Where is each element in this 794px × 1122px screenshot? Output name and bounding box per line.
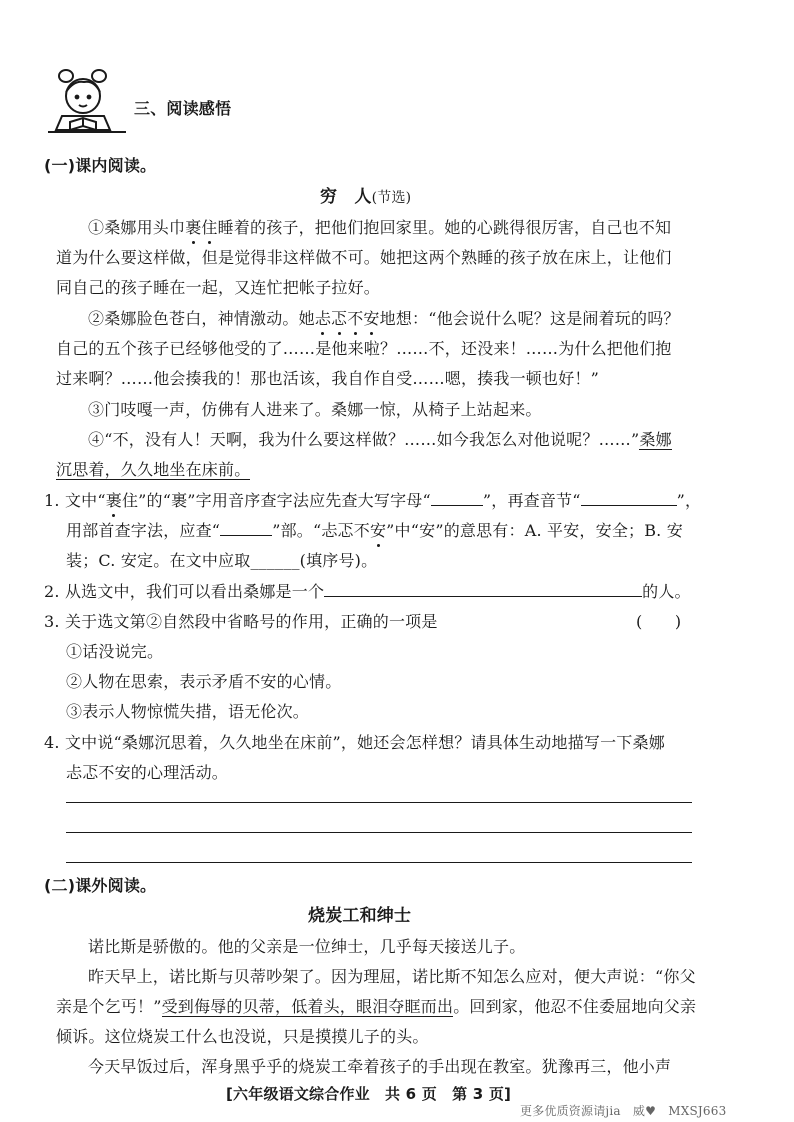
p2a-line5: 今天早饭过后，浑身黑乎乎的烧炭工牵着孩子的手出现在教室。犹豫再三，他小声: [88, 1057, 672, 1076]
q4-line1: 4. 文中说“桑娜沉思着，久久地坐在床前”，她还会怎样想？请具体生动地描写一下桑娜: [44, 733, 665, 752]
article-title: [320, 186, 411, 209]
q1-letter-blank[interactable]: [431, 492, 483, 506]
section-title: 三、阅读感悟: [134, 99, 232, 118]
q3-stem: 3. 关于选文第②自然段中省略号的作用，正确的一项是: [44, 612, 438, 631]
q1-radical-blank[interactable]: [220, 522, 272, 536]
q3-paren[interactable]: ( ): [636, 612, 682, 631]
p2-line2: 自己的五个孩子已经够他受的了……是他来啦？……不，还没来！……为什么把他们抱: [56, 339, 672, 358]
p2a-line1: 诺比斯是骄傲的。他的父亲是一位绅士，几乎每天接送儿子。: [88, 937, 526, 956]
p2-line3: 过来啊？……他会揍我的！那也活该，我自作自受……嗯，揍我一顿也好！”: [56, 369, 599, 388]
p1-line3: 同自己的孩子睡在一起，又连忙把帐子拉好。: [56, 278, 381, 297]
q1-syllable-blank[interactable]: [581, 492, 677, 506]
p2-line1: ②桑娜脸色苍白，神情激动。她忐忑不安地想：“他会说什么呢？这是闹着玩的吗？: [88, 309, 680, 328]
p1-line1: ①桑娜用头巾裹住睡着的孩子，把他们抱回家里。她的心跳得很厉害，自己也不知: [88, 218, 672, 237]
q2-line: 2. 从选文中，我们可以看出桑娜是一个 的人。: [44, 582, 691, 601]
answer-line-3[interactable]: [66, 862, 692, 863]
q4-line2: 忐忑不安的心理活动。: [66, 763, 229, 782]
q1-line1: 1. 文中“裹住”的“裹”字用音序查字法应先查大写字母“ ”，再查音节“ ”，: [44, 491, 702, 510]
part2-article-title: 烧炭工和绅士: [308, 906, 412, 926]
p2a-line3: 亲是个乞丐！”受到侮辱的贝蒂，低着头，眼泪夺眶而出。回到家，他忍不住委屈地向父亲: [56, 997, 697, 1016]
p2a-line4: 倾诉。这位烧炭工什么也没说，只是摸摸儿子的头。: [56, 1027, 429, 1046]
page-footer: [六年级语文综合作业 共 6 页 第 3 页]: [226, 1085, 512, 1103]
girl-reading-icon: [44, 64, 130, 140]
p4-line1: ④“不，没有人！天啊，我为什么要这样做？……如今我怎么对他说呢？……”桑娜: [88, 430, 672, 449]
p4-line2: 沉思着，久久地坐在床前。: [56, 460, 251, 479]
part2-heading: (二)课外阅读。: [44, 876, 157, 895]
p1-line2: 道为什么要这样做，但是觉得非这样做不可。她把这两个熟睡的孩子放在床上，让他们: [56, 248, 672, 267]
part1-heading: (一)课内阅读。: [44, 156, 157, 175]
q2-answer-blank[interactable]: [324, 583, 642, 597]
watermark: 更多优质资源请jia 威♥ MXSJ663: [520, 1104, 727, 1118]
q3-option-3: ③表示人物惊慌失措，语无伦次。: [66, 702, 310, 721]
q3-option-1: ①话没说完。: [66, 642, 164, 661]
article-title-suffix: (节选): [371, 190, 412, 206]
article-title-main: 穷 人: [320, 187, 372, 207]
p2a-line2: 昨天早上，诺比斯与贝蒂吵架了。因为理屈，诺比斯不知怎么应对，便大声说：“你父: [88, 967, 696, 986]
q1-line2: 用部首查字法，应查“ ”部。“忐忑不安”中“安”的意思有：A. 平安，安全；B. 安: [66, 521, 683, 540]
p3-line1: ③门吱嘎一声，仿佛有人进来了。桑娜一惊，从椅子上站起来。: [88, 400, 542, 419]
q1-line3: 装；C. 安定。在文中应取______(填序号)。: [66, 551, 378, 570]
answer-line-2[interactable]: [66, 832, 692, 833]
answer-line-1[interactable]: [66, 802, 692, 803]
q3-option-2: ②人物在思索，表示矛盾不安的心情。: [66, 672, 342, 691]
